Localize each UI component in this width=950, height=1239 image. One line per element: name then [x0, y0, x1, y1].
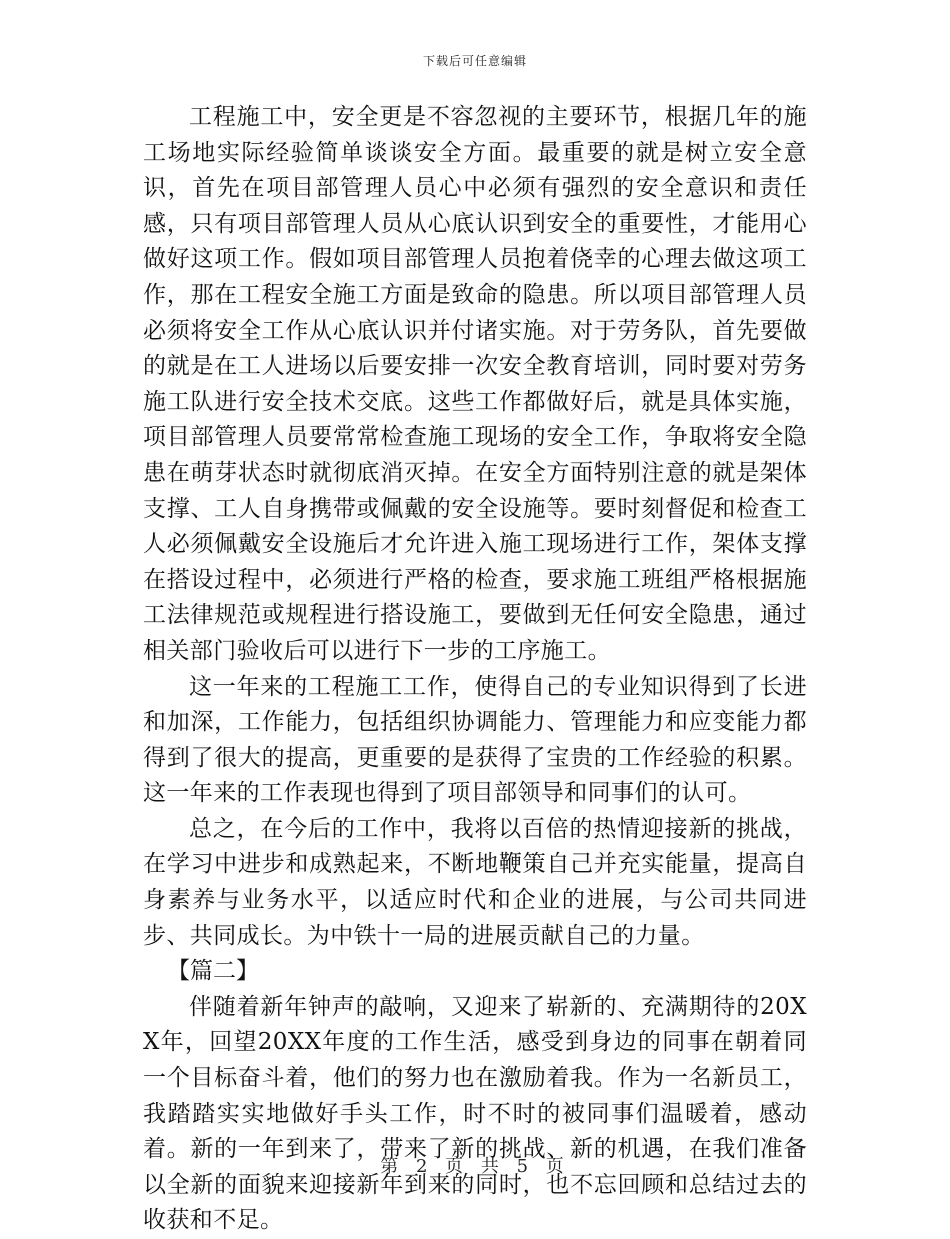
document-body	[143, 100, 807, 1239]
body-paragraph-1: 工程施工中，安全更是不容忽视的主要环节，根据几年的施工场地实际经验简单谈谈安全方面。最重要的就是树立安全意识，首先在项目部管理人员心中必须有强烈的安全意识和责任感，只有项目部管理人员从心底认识到安全的重要性，才能用心做好这项工作。假如项目部管理人员抱着侥幸的心理去做这项工作，那在工程安全施工方面是致命的隐患。所以项目部管理人员必须将安全工作从心底认识并付诸实施。对于劳务队，首先要做的就是在工人进场以后要安排一次安全教育培训，同时要对劳务施工队进行安全技术交底。这些工作都做好后，就是具体实施，项目部管理人员要常常检查施工现场的安全工作，争取将安全隐患在萌芽状态时就彻底消灭掉。在安全方面特别注意的就是架体支撑、工人自身携带或佩戴的安全设施等。要时刻督促和检查工人必须佩戴安全设施后才允许进入施工现场进行工作，架体支撑在搭设过程中，必须进行严格的检查，要求施工班组严格根据施工法律规范或规程进行搭设施工，要做到无任何安全隐患，通过相关部门验收后可以进行下一步的工序施工。	[143, 104, 807, 664]
page-header-note: 下载后可任意编辑	[422, 54, 527, 68]
body-paragraph-2: 这一年来的工程施工工作，使得自己的专业知识得到了长进和加深，工作能力，包括组织协调能力、管理能力和应变能力都得到了很大的提高，更重要的是获得了宝贵的工作经验的积累。这一年来的工作表现也得到了项目部领导和同事们的认可。	[143, 673, 807, 807]
body-paragraph-3: 总之，在今后的工作中，我将以百倍的热情迎接新的挑战，在学习中进步和成熟起来，不断地鞭策自己并充实能量，提高自身素养与业务水平，以适应时代和企业的进展，与公司共同进步、共同成长。为中铁十一局的进展贡献自己的力量。	[143, 815, 807, 949]
section-heading: 【篇二】	[167, 958, 259, 985]
body-paragraph-4: 伴随着新年钟声的敲响，又迎来了崭新的、充满期待的20XX年，回望20XX年度的工作生活，感受到身边的同事在朝着同一个目标奋斗着，他们的努力也在激励着我。作为一名新员工，我踏踏实实地做好手头工作，时不时的被同事们温暖着，感动着。新的一年到来了，带来了新的挑战、新的机遇，在我们准备以全新的面貌来迎接新年到来的同时，也不忘回顾和总结过去的收获和不足。	[143, 993, 807, 1234]
page-number: 第 2 页 共 5 页	[380, 1156, 570, 1177]
